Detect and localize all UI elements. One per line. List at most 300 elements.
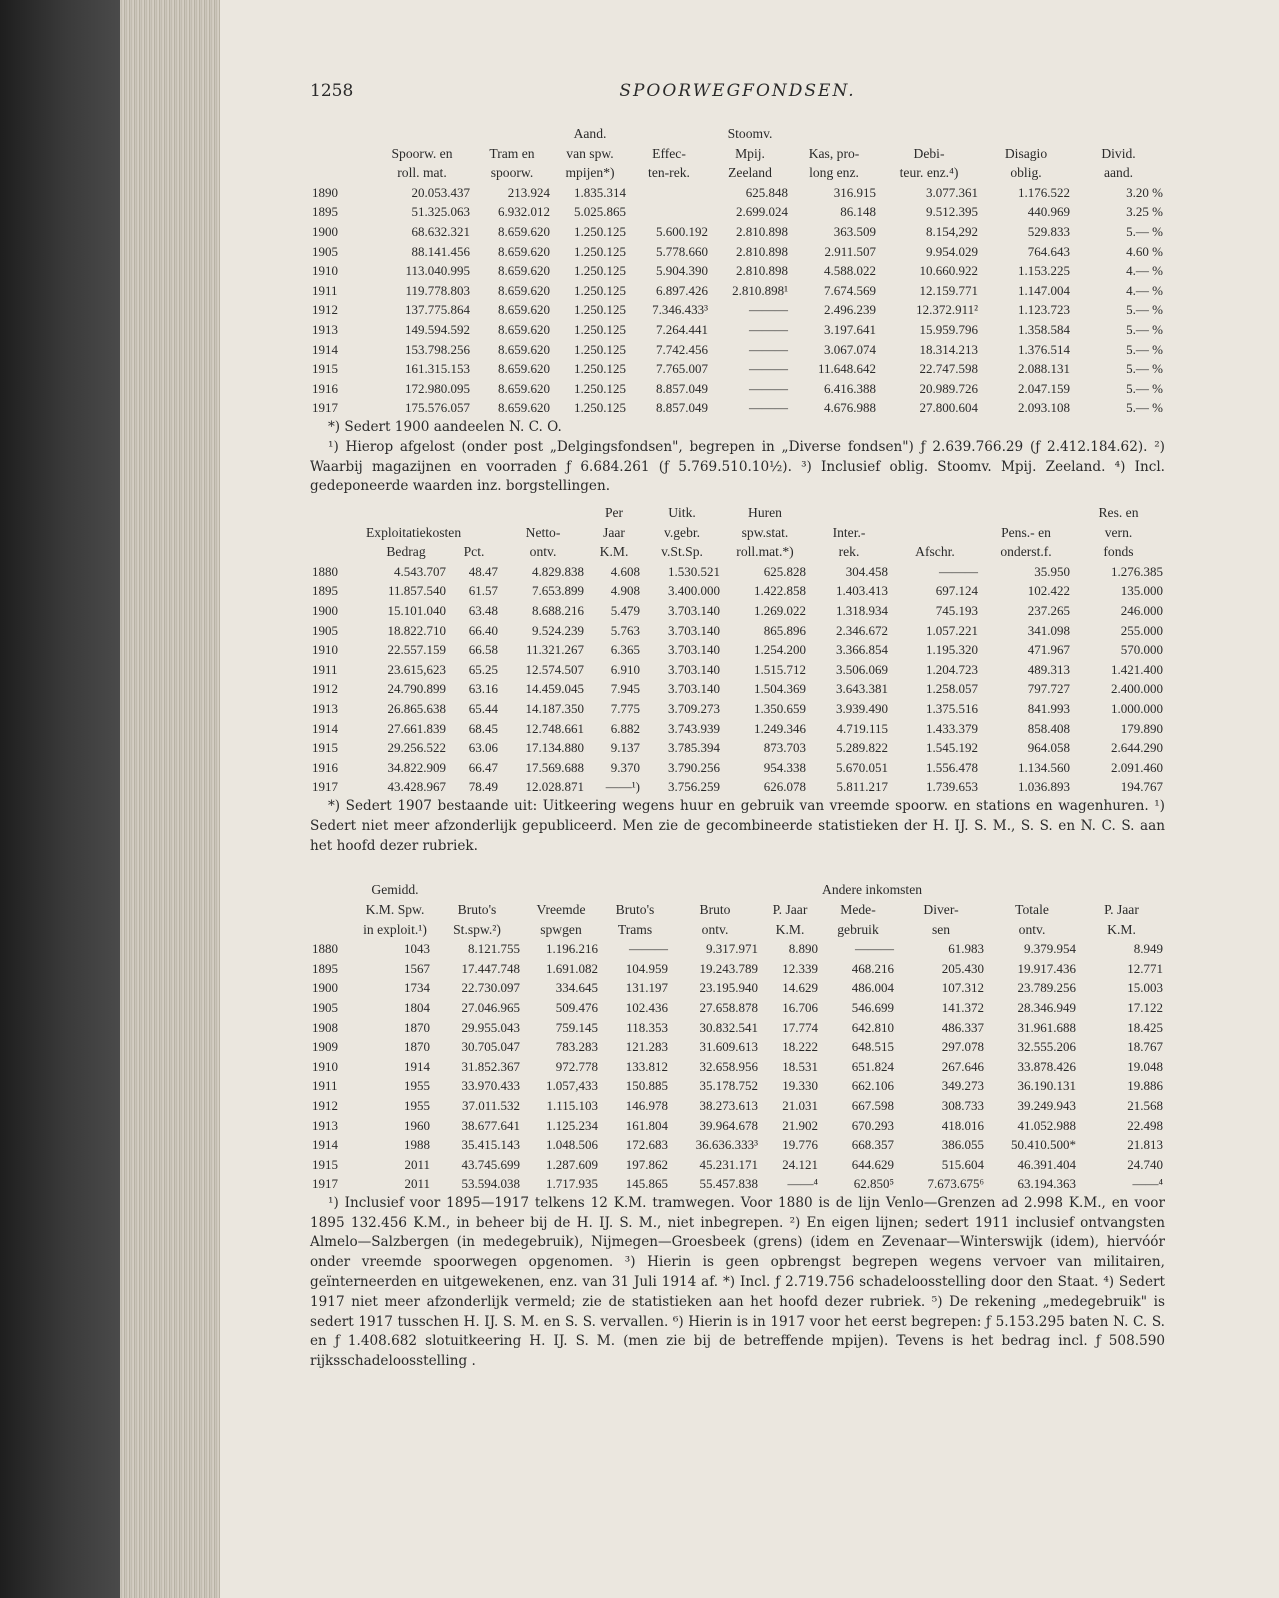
table-cell: 153.798.256 [405, 341, 470, 357]
table-cell: 146.978 [625, 1097, 668, 1113]
table-cell: 2.810.898 [736, 263, 788, 279]
column-header: ontv. [529, 544, 557, 560]
table-cell: 1.250.125 [574, 223, 626, 239]
column-header [310, 542, 364, 562]
table-cell: 1567 [404, 960, 430, 976]
table-cell: 3.703.140 [668, 661, 720, 677]
table-cell: 32.555.206 [1017, 1039, 1076, 1055]
table-cell: 18.314.213 [919, 341, 978, 357]
table-cell: 1.515.712 [754, 661, 806, 677]
column-header: Pct. [463, 544, 485, 560]
table-cell: 1.153.225 [1018, 263, 1070, 279]
column-header: spwgen [540, 921, 582, 937]
column-header: roll. mat. [397, 165, 447, 181]
table-cell: 4.588.022 [824, 263, 876, 279]
table-cell: 9.379.954 [1024, 941, 1076, 957]
table-cell: 667.598 [851, 1097, 894, 1113]
table-cell: 12.159.771 [919, 282, 978, 298]
footnotes-exploitation [310, 797, 1165, 856]
table-cell: 246.000 [1120, 603, 1163, 619]
column-header: Spoorw. en [391, 145, 453, 161]
table-cell: 18.425 [1127, 1019, 1163, 1035]
table-cell: 5.— % [1126, 380, 1163, 396]
table-row [310, 601, 1165, 621]
table-cell: 1734 [404, 980, 430, 996]
table-cell: 17.569.688 [525, 759, 584, 775]
column-header [600, 880, 670, 900]
table-cell: 4.— % [1126, 263, 1163, 279]
table-cell: 546.699 [851, 999, 894, 1015]
footnote: ¹) Inclusief voor 1895—1917 telkens 12 K.M. tramwegen. Voor 1880 is de lijn Venlo—Grenzen ad 2.998 K.M., en voor 1895 132.456 K.M., in beheer bij de H. IJ. S. M., niet inbegrepen. ²) En eigen lijnen; sedert 1911 inclusief ontvangsten Almelo—Salzbergen (in medegebruik), Nijmegen—Groesbeek (grens) (idem en Zevenaar—Winterswijk (idem), hiervóór onder vreemde spoorwegen opgenomen. ³) Hierin is geen opbrengst begrepen wegens vervoer van militairen, geïnterneerden en uitgewekenen, enz. van 31 Juli 1914 af. *) Incl. ƒ 2.719.756 schadeloosstelling door den Staat. ⁴) Sedert 1917 niet meer afzonderlijk vermeld; zie de statistieken aan het hoofd dezer rubriek. ⁵) De rekening „medegebruik" is sedert 1917 tusschen H. IJ. S. M. en S. S. vervallen. ⁶) Hierin is in 1917 voor het eerst begrepen: ƒ 5.153.295 baten N. C. S. en ƒ 1.408.682 slotuitkeering H. IJ. S. M. (men zie bij de betreffende mpijen). Tevens is het bedrag incl. ƒ 508.590 rijksschadeloosstelling . [310, 1194, 1165, 1370]
table-cell: 3.709.273 [668, 701, 720, 717]
table-cell: 11.321.267 [525, 642, 584, 658]
column-header: Bruto's [615, 901, 655, 917]
table-cell: ——⁴ [1132, 1176, 1163, 1192]
column-header [808, 503, 890, 523]
table-cell: 3.703.140 [668, 622, 720, 638]
column-header [448, 503, 500, 523]
table-cell: 644.629 [851, 1156, 894, 1172]
table-cell: 2011 [404, 1176, 430, 1192]
table-cell: 10.660.922 [919, 263, 978, 279]
table-cell: 237.265 [1027, 603, 1070, 619]
table-row [310, 183, 1165, 203]
table-cell: 172.683 [625, 1137, 668, 1153]
table-row [310, 320, 1165, 340]
column-header: mpijen*) [565, 165, 615, 181]
table-cell: 5.289.822 [836, 740, 888, 756]
table-cell: 873.703 [763, 740, 806, 756]
table-cell: 8.659.620 [498, 400, 550, 416]
table-cell: 1955 [404, 1097, 430, 1113]
column-header: Tram en [489, 145, 535, 161]
table-cell: 22.747.598 [919, 361, 978, 377]
table-cell: 30.832.541 [699, 1019, 758, 1035]
table-cell: 205.430 [941, 960, 984, 976]
table-cell: 1.250.125 [574, 302, 626, 318]
table-cell: 1.250.125 [574, 321, 626, 337]
year-cell: 1909 [312, 1039, 338, 1055]
year-cell: 1911 [312, 1078, 338, 1094]
table-cell: 23.615,623 [387, 661, 446, 677]
table-cell: 36.190.131 [1017, 1078, 1076, 1094]
table-cell: 30.705.047 [461, 1039, 520, 1055]
header-row [310, 920, 1165, 940]
column-header: Effec- [652, 145, 686, 161]
column-header: aand. [1103, 165, 1134, 181]
column-header [310, 144, 372, 164]
table-row [310, 777, 1165, 797]
table-cell: 6.882 [610, 720, 640, 736]
table-cell: 3.067.074 [824, 341, 876, 357]
table-cell: 334.645 [555, 980, 598, 996]
table-cell: 308.733 [941, 1097, 984, 1113]
page-content [310, 82, 1165, 1372]
table-cell: 7.653.899 [532, 583, 584, 599]
table-cell: 8.659.620 [498, 302, 550, 318]
column-header: Afschr. [915, 544, 955, 560]
table-cell: 255.000 [1120, 622, 1163, 638]
column-header: Bruto's [457, 901, 497, 917]
table-cell: 1804 [404, 999, 430, 1015]
table-cell: 3.743.939 [668, 720, 720, 736]
table-cell: 1.835.314 [574, 184, 626, 200]
header-row [310, 880, 1165, 900]
column-header: K.M. [1107, 921, 1136, 937]
table-cell: ——— [749, 341, 788, 357]
table-cell: 19.243.789 [699, 960, 758, 976]
table-cell: 31.961.688 [1017, 1019, 1076, 1035]
table-cell: 19.330 [782, 1078, 818, 1094]
table-cell: 19.917.436 [1017, 960, 1076, 976]
year-cell: 1895 [312, 960, 338, 976]
table-revenue [310, 880, 1165, 1194]
column-header: sen [931, 921, 951, 937]
footnote: *) Sedert 1900 aandeelen N. C. O. [328, 418, 562, 435]
table-cell: 6.365 [610, 642, 640, 658]
table-cell: 4.608 [610, 563, 640, 579]
table-cell: 570.000 [1120, 642, 1163, 658]
table-cell: 66.47 [468, 759, 498, 775]
year-cell: 1900 [312, 980, 338, 996]
column-header: P. Jaar [1104, 901, 1139, 917]
column-header: Debi- [913, 145, 945, 161]
table-cell: 5.600.192 [656, 223, 708, 239]
column-header [878, 124, 980, 144]
table-cell: 62.850⁵ [853, 1176, 894, 1192]
table-cell: 12.028.871 [525, 779, 584, 795]
year-cell: 1917 [312, 400, 338, 416]
column-header: Aand. [573, 126, 607, 141]
column-header: fonds [1103, 544, 1134, 560]
column-header: spoorw. [490, 165, 534, 181]
column-header: Mede- [840, 901, 876, 917]
table-cell: ——— [939, 563, 978, 579]
table-cell: 1.545.192 [926, 740, 978, 756]
column-header [986, 880, 1078, 900]
table-cell: 3.400.000 [668, 583, 720, 599]
column-header: van spw. [566, 145, 614, 161]
table-cell: 2.699.024 [736, 204, 788, 220]
table-cell: 668.357 [851, 1137, 894, 1153]
table-cell: 8.659.620 [498, 380, 550, 396]
table-body [310, 183, 1165, 418]
table-cell: 2.810.898 [736, 223, 788, 239]
table-cell: 1.504.369 [754, 681, 806, 697]
table-cell: 12.771 [1127, 960, 1163, 976]
table-cell: 197.862 [625, 1156, 668, 1172]
table-cell: 7.346.433³ [652, 302, 708, 318]
table-cell: 18.222 [782, 1039, 818, 1055]
table-cell: 964.058 [1027, 740, 1070, 756]
book-page [220, 0, 1279, 1598]
table-cell: 1870 [404, 1019, 430, 1035]
table-row [310, 758, 1165, 778]
table-row [310, 581, 1165, 601]
table-cell: 66.58 [468, 642, 498, 658]
table-row [310, 699, 1165, 719]
table-cell: 858.408 [1027, 720, 1070, 736]
table-cell: 11.648.642 [817, 361, 876, 377]
table-row [310, 998, 1165, 1018]
footnotes-revenue [310, 1194, 1165, 1372]
table-cell: 20.989.726 [919, 380, 978, 396]
year-cell: 1915 [312, 361, 338, 377]
footnote: ¹) Hierop afgelost (onder post „Delgingsfondsen", begrepen in „Diverse fondsen") ƒ 2.639.766.29 (ƒ 2.412.184.62). ²) Waarbij magazijnen en voorraden ƒ 6.684.261 (ƒ 5.769.510.10½). ³) Inclusief oblig. Stoomv. Mpij. Zeeland. ⁴) Incl. gedeponeerde waarden inz. borgstellingen. [310, 438, 1165, 495]
year-cell: 1910 [312, 642, 338, 658]
table-cell: 304.458 [845, 563, 888, 579]
page-number: 1258 [310, 81, 354, 101]
table-cell: 21.902 [782, 1117, 818, 1133]
table-cell: 1.269.022 [754, 603, 806, 619]
table-cell: 37.011.532 [461, 1097, 520, 1113]
table-cell: 1.195.320 [926, 642, 978, 658]
table-row [310, 1076, 1165, 1096]
table-cell: 4.719.115 [836, 720, 888, 736]
table-cell: 1.250.125 [574, 361, 626, 377]
table-cell: 3.939.490 [836, 701, 888, 717]
table-cell: 1870 [404, 1039, 430, 1055]
table-cell: 38.677.641 [461, 1117, 520, 1133]
table-cell: 133.812 [625, 1058, 668, 1074]
table-cell: 50.410.500* [1011, 1137, 1076, 1153]
table-cell: 179.890 [1120, 720, 1163, 736]
column-header [364, 503, 448, 523]
table-cell: 66.40 [468, 622, 498, 638]
table-cell: 1.691.082 [546, 960, 598, 976]
table-cell: 36.636.333³ [695, 1137, 758, 1153]
table-cell: 468.216 [851, 960, 894, 976]
table-cell: 24.790.899 [387, 681, 446, 697]
table-cell: 113.040.995 [405, 263, 470, 279]
year-cell: 1913 [312, 701, 338, 717]
table-cell: 107.312 [941, 980, 984, 996]
table-cell: 8.659.620 [498, 243, 550, 259]
table-cell: 8.659.620 [498, 341, 550, 357]
table-header [310, 503, 1165, 562]
table-cell: 651.824 [851, 1058, 894, 1074]
table-cell: 102.422 [1027, 583, 1070, 599]
column-header: spw.stat. [741, 524, 789, 540]
table-cell: 16.706 [782, 999, 818, 1015]
table-cell: 9.524.239 [532, 622, 584, 638]
table-cell: 6.910 [610, 661, 640, 677]
table-cell: 41.052.988 [1017, 1117, 1076, 1133]
table-cell: 1.250.125 [574, 243, 626, 259]
table-cell: 161.804 [625, 1117, 668, 1133]
table-cell: 797.727 [1027, 681, 1070, 697]
table-cell: 5.— % [1126, 321, 1163, 337]
table-cell: 5.670.051 [836, 759, 888, 775]
year-cell: 1880 [312, 563, 338, 579]
table-cell: 1.433.379 [926, 720, 978, 736]
column-header [522, 880, 600, 900]
table-cell: 19.048 [1127, 1058, 1163, 1074]
table-cell: 1.057,433 [546, 1078, 598, 1094]
column-header [310, 124, 372, 144]
table-cell: 8.121.755 [468, 941, 520, 957]
column-header: Huren [748, 505, 782, 521]
table-row [310, 242, 1165, 262]
table-cell: 22.498 [1127, 1117, 1163, 1133]
table-cell: ——— [855, 941, 894, 957]
table-cell: 1.123.723 [1018, 302, 1070, 318]
table-cell: 7.264.441 [656, 321, 708, 337]
table-cell: 8.659.620 [498, 321, 550, 337]
table-header [310, 124, 1165, 183]
table-cell: 5.— % [1126, 361, 1163, 377]
table-cell: 1.196.216 [546, 941, 598, 957]
column-header: onderst.f. [1000, 544, 1052, 560]
table-cell: 2.346.672 [836, 622, 888, 638]
table-cell: 1.276.385 [1111, 563, 1163, 579]
table-cell: 783.283 [555, 1039, 598, 1055]
table-cell: 9.137 [610, 740, 640, 756]
table-cell: 18.822.710 [387, 622, 446, 638]
table-cell: 29.955.043 [461, 1019, 520, 1035]
table-cell: 626.078 [763, 779, 806, 795]
table-cell: 9.512.395 [926, 204, 978, 220]
table-cell: 21.031 [782, 1097, 818, 1113]
column-header: Pens.- en [1001, 524, 1051, 540]
year-cell: 1908 [312, 1019, 338, 1035]
table-body [310, 562, 1165, 797]
table-cell: 53.594.038 [461, 1176, 520, 1192]
table-cell: 1.254.200 [754, 642, 806, 658]
year-cell: 1917 [312, 779, 338, 795]
table-cell: 17.122 [1127, 999, 1163, 1015]
column-header [310, 163, 372, 183]
table-cell: 34.822.909 [387, 759, 446, 775]
table-cell: 363.509 [833, 223, 876, 239]
table-cell: 1.250.125 [574, 400, 626, 416]
table-cell: 55.457.838 [699, 1176, 758, 1192]
table-body [310, 939, 1165, 1194]
table-cell: ——— [749, 302, 788, 318]
table-cell: 486.004 [851, 980, 894, 996]
table-cell: 1.318.934 [836, 603, 888, 619]
table-cell: 12.748.661 [525, 720, 584, 736]
table-cell: 175.576.057 [405, 400, 470, 416]
table-cell: 213.924 [507, 184, 550, 200]
table-row [310, 398, 1165, 418]
table-cell: 68.632.321 [411, 223, 470, 239]
table-cell: 24.740 [1127, 1156, 1163, 1172]
table-cell: ——— [749, 321, 788, 337]
table-cell: 27.658.878 [699, 999, 758, 1015]
table-header [310, 880, 1165, 939]
table-cell: 386.055 [941, 1137, 984, 1153]
table-row [310, 222, 1165, 242]
table-exploitation [310, 503, 1165, 797]
table-cell: 418.016 [941, 1117, 984, 1133]
table-cell: 1.556.478 [926, 759, 978, 775]
table-cell: 1.739.653 [926, 779, 978, 795]
table-cell: 2.400.000 [1111, 681, 1163, 697]
table-cell: 63.194.363 [1017, 1176, 1076, 1192]
table-cell: 39.964.678 [699, 1117, 758, 1133]
table-cell: 1.250.125 [574, 263, 626, 279]
column-header: ten-rek. [648, 165, 690, 181]
table-row [310, 562, 1165, 582]
table-cell: 18.531 [782, 1058, 818, 1074]
table-cell: 48.47 [468, 563, 498, 579]
table-cell: 141.372 [941, 999, 984, 1015]
table-balance [310, 124, 1165, 418]
year-cell: 1905 [312, 243, 338, 259]
running-head [310, 82, 1165, 112]
table-cell: 5.778.660 [656, 243, 708, 259]
year-cell: 1916 [312, 380, 338, 396]
table-cell: 2.047.159 [1018, 380, 1070, 396]
header-row [310, 523, 1165, 543]
table-cell: ——¹) [605, 779, 640, 795]
table-cell: 1914 [404, 1058, 430, 1074]
table-cell: 7.742.456 [656, 341, 708, 357]
table-cell: 12.574.507 [525, 661, 584, 677]
table-cell: 33.878.426 [1017, 1058, 1076, 1074]
column-header: gebruik [837, 921, 879, 937]
column-header: rek. [838, 544, 860, 560]
column-header: v.gebr. [663, 524, 701, 540]
year-cell: 1910 [312, 263, 338, 279]
table-cell: 65.25 [468, 661, 498, 677]
table-cell: 349.273 [941, 1078, 984, 1094]
year-cell: 1914 [312, 341, 338, 357]
table-cell: 1988 [404, 1137, 430, 1153]
table-cell: 341.098 [1027, 622, 1070, 638]
table-cell: 5.— % [1126, 223, 1163, 239]
table-cell: 4.543.707 [394, 563, 446, 579]
table-cell: 104.959 [625, 960, 668, 976]
column-header [310, 523, 364, 543]
year-cell: 1905 [312, 622, 338, 638]
table-cell: 3.756.259 [668, 779, 720, 795]
header-row [310, 124, 1165, 144]
table-cell: 1.717.935 [546, 1176, 598, 1192]
table-cell: 8.857.049 [656, 400, 708, 416]
table-cell: 161.315.153 [405, 361, 470, 377]
table-cell: 12.339 [782, 960, 818, 976]
table-cell: 38.273.613 [699, 1097, 758, 1113]
year-cell: 1890 [312, 184, 338, 200]
table-cell: 8.949 [1133, 941, 1163, 957]
table-cell: 697.124 [935, 583, 978, 599]
table-cell: 1955 [404, 1078, 430, 1094]
column-header [790, 124, 878, 144]
table-cell: 1.249.346 [754, 720, 806, 736]
header-row [310, 542, 1165, 562]
column-header: Jaar [603, 524, 625, 540]
table-cell: 17.774 [782, 1019, 818, 1035]
table-cell: 145.865 [625, 1176, 668, 1192]
table-cell: 14.629 [782, 980, 818, 996]
table-cell: 20.053.437 [411, 184, 470, 200]
table-cell: 489.313 [1027, 661, 1070, 677]
table-cell: 1.403.413 [836, 583, 888, 599]
table-cell [628, 202, 710, 222]
table-cell: 7.673.675⁶ [927, 1176, 984, 1192]
table-cell: 1.048.506 [546, 1137, 598, 1153]
table-cell: 28.346.949 [1017, 999, 1076, 1015]
table-row [310, 359, 1165, 379]
column-header [1072, 124, 1165, 144]
table-cell: 1.115.103 [546, 1097, 598, 1113]
column-header [890, 523, 980, 543]
table-cell: 63.06 [468, 740, 498, 756]
column-header [310, 880, 358, 900]
table-cell: 88.141.456 [411, 243, 470, 259]
